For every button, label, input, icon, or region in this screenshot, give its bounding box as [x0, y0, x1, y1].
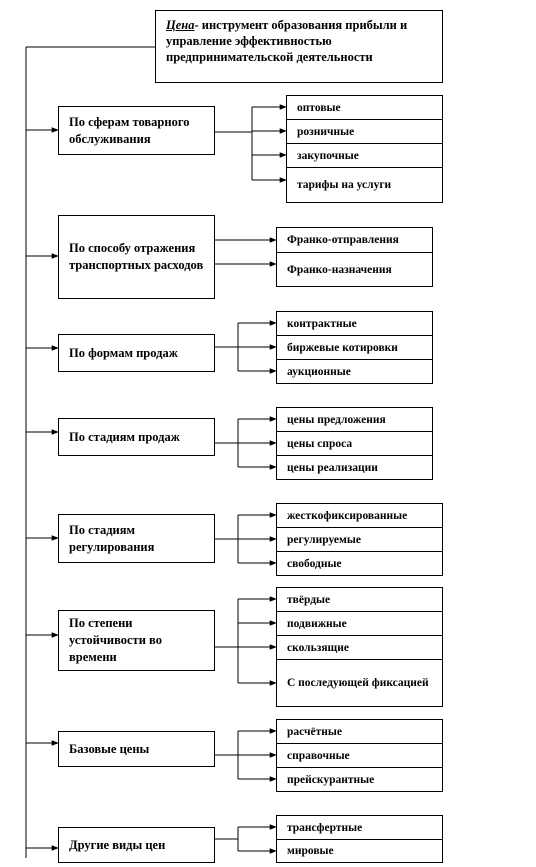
subitem: подвижные	[277, 612, 442, 636]
subitem: скользящие	[277, 636, 442, 660]
subgroup-stability	[276, 587, 443, 707]
category-label: По способу отражения транспортных расходов	[69, 241, 204, 272]
subgroup-transport	[276, 227, 433, 287]
category-box-stability	[58, 610, 215, 671]
subitem: закупочные	[287, 144, 442, 168]
category-box-transport	[58, 215, 215, 299]
category-label: По формам продаж	[69, 345, 178, 360]
category-label: По стадиям регулирования	[69, 522, 155, 554]
subitem: прейскурантные	[287, 773, 375, 786]
subgroup-other	[276, 815, 443, 863]
subitem: твёрдые	[277, 588, 442, 612]
subitem: тарифы на услуги	[297, 179, 392, 191]
subitem: аукционные	[287, 365, 351, 378]
category-box-trade-sphere	[58, 106, 215, 155]
category-label: По сферам товарного обслуживания	[69, 114, 190, 146]
title-text: - инструмент образования прибыли и управление эффективностью предпринимательской деятельности	[166, 18, 408, 64]
subitem: цены предложения	[277, 408, 432, 432]
subgroup-base-prices	[276, 719, 443, 792]
root-title-box	[155, 10, 443, 83]
category-box-sales-stages	[58, 418, 215, 456]
subitem: цены реализации	[287, 461, 378, 474]
category-box-regulation	[58, 514, 215, 563]
subitem: биржевые котировки	[277, 336, 432, 360]
subitem: трансфертные	[277, 816, 442, 840]
category-label: Другие виды цен	[69, 837, 166, 852]
subitem: С последующей фиксацией	[287, 677, 429, 689]
title-emphasis: Цена	[166, 18, 195, 32]
category-label: По стадиям продаж	[69, 429, 180, 444]
subitem: оптовые	[287, 96, 442, 120]
subgroup-sales-stages	[276, 407, 433, 480]
subitem: цены спроса	[277, 432, 432, 456]
category-label: По степени устойчивости во времени	[69, 616, 162, 664]
subitem: жесткофиксированные	[277, 504, 442, 528]
subgroup-sales-forms	[276, 311, 433, 384]
category-box-sales-forms	[58, 334, 215, 372]
subitem: мировые	[287, 845, 334, 857]
subitem: свободные	[287, 557, 342, 570]
subitem: контрактные	[277, 312, 432, 336]
category-box-other	[58, 827, 215, 863]
subitem: расчётные	[277, 720, 442, 744]
subitem: Франко-отправления	[277, 228, 432, 253]
subitem: регулируемые	[277, 528, 442, 552]
subitem: розничные	[287, 120, 442, 144]
subgroup-trade-sphere	[286, 95, 443, 203]
subitem: справочные	[277, 744, 442, 768]
category-box-base-prices	[58, 731, 215, 767]
subgroup-regulation	[276, 503, 443, 576]
category-label: Базовые цены	[69, 741, 150, 756]
subitem: Франко-назначения	[287, 263, 392, 276]
